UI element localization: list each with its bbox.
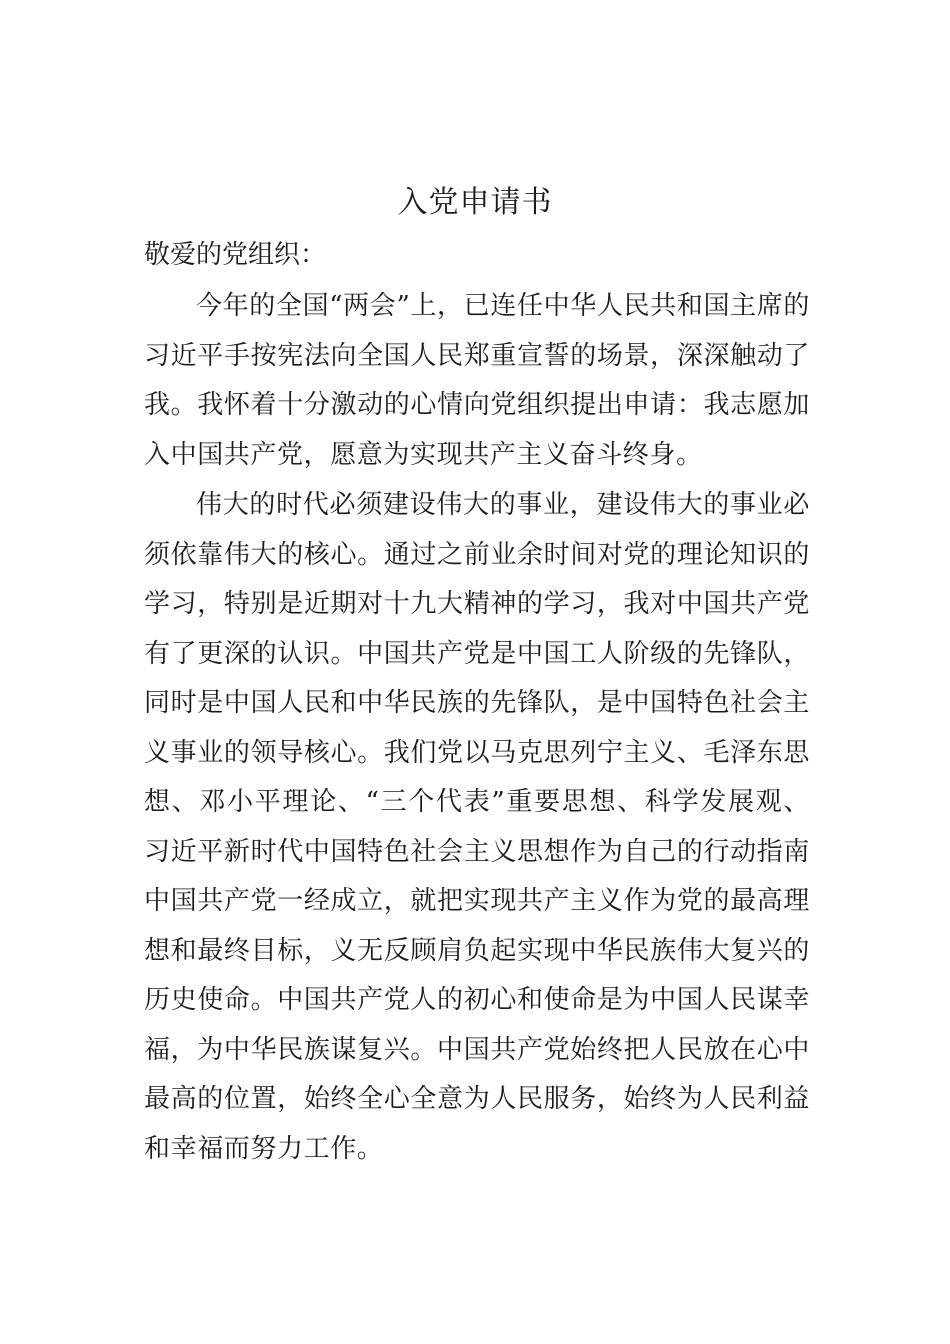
paragraph-2: 伟大的时代必须建设伟大的事业，建设伟大的事业必须依靠伟大的核心。通过之前业余时间对党的理论知识的学习，特别是近期对十九大精神的学习，我对中国共产党有了更深的认识。中国共产党是中国工人阶级的先锋队，同时是中国人民和中华民族的先锋队，是中国特色社会主义事业的领导核心。我们党以马克思列宁主义、毛泽东思想、邓小平理论、“三个代表”重要思想、科学发展观、习近平新时代中国特色社会主义思想作为自己的行动指南中国共产党一经成立，就把实现共产主义作为党的最高理想和最终目标，义无反顾肩负起实现中华民族伟大复兴的历史使命。中国共产党人的初心和使命是为中国人民谋幸福，为中华民族谋复兴。中国共产党始终把人民放在心中最高的位置，始终全心全意为人民服务，始终为人民利益和幸福而努力工作。 — [144, 490, 810, 1164]
paragraph-1: 今年的全国“两会”上，已连任中华人民共和国主席的习近平手按宪法向全国人民郑重宣誓的场景，深深触动了我。我怀着十分激动的心情向党组织提出申请：我志愿加入中国共产党，愿意为实现共产主义奋斗终身。 — [144, 291, 810, 470]
document-title: 入党申请书 — [397, 185, 553, 220]
salutation: 敬爱的党组织： — [144, 240, 327, 270]
